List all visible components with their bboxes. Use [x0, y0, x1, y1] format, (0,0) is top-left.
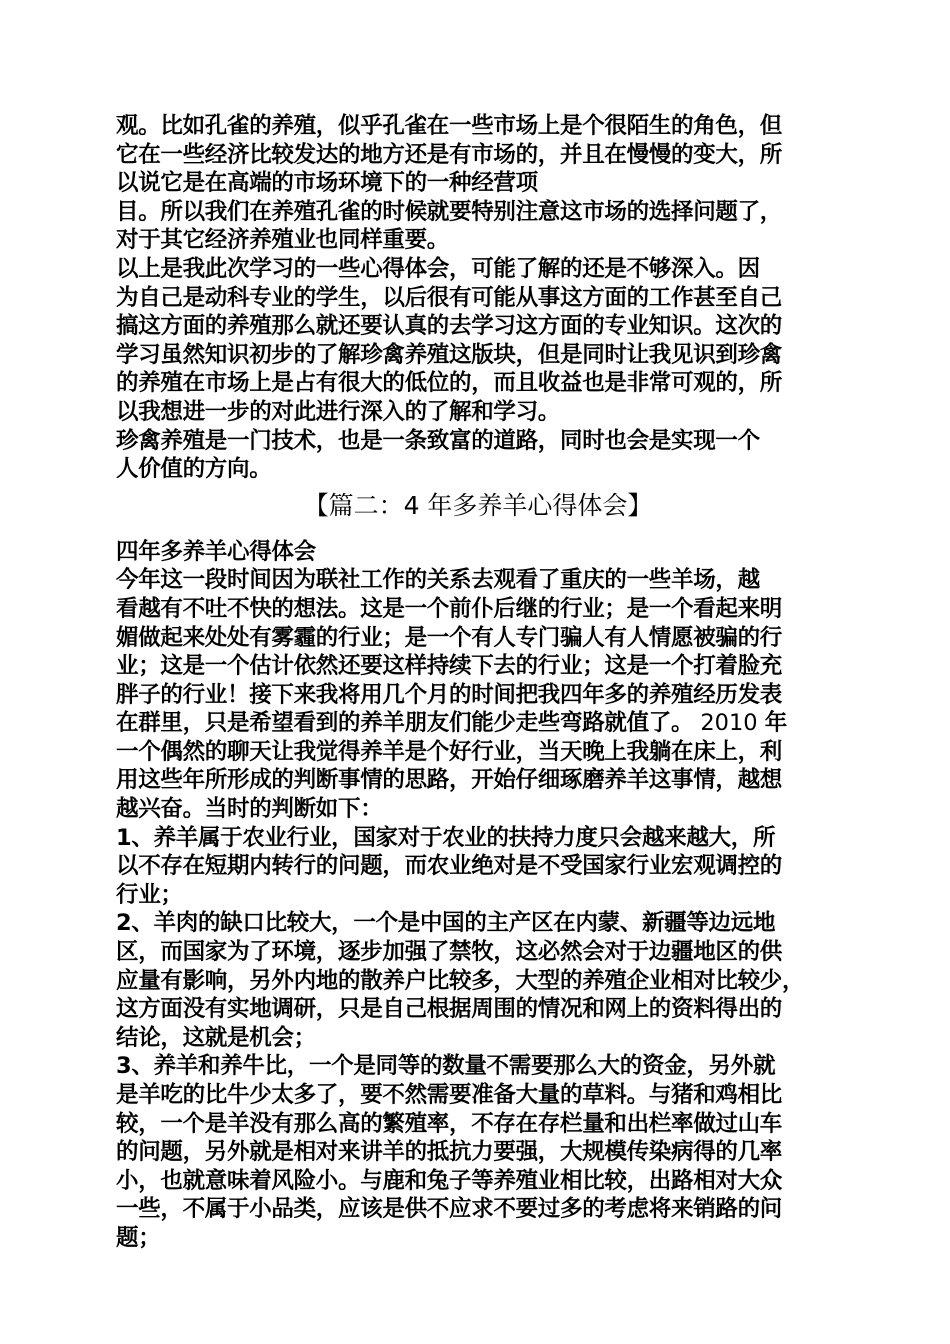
text-line: 珍禽养殖是一门技术，也是一条致富的道路，同时也会是实现一个 — [116, 427, 760, 454]
text-line: 的问题，另外就是相对来讲羊的抵抗力要强，大规模传染病得的几率 — [116, 1139, 783, 1166]
text-line: 区，而国家为了环境，逐步加强了禁牧，这必然会对于边疆地区的供 — [116, 939, 783, 966]
text-line: 以上是我此次学习的一些心得体会，可能了解的还是不够深入。因 — [116, 255, 760, 282]
document-page — [116, 112, 840, 1253]
text-line: 人价值的方向。 — [116, 456, 272, 483]
text-line: 媚做起来处处有雾霾的行业；是一个有人专门骗人有人情愿被骗的行 — [116, 624, 783, 651]
text-line: 小，也就意味着风险小。与鹿和兔子等养殖业相比较，出路相对大众 — [116, 1167, 783, 1194]
text-line: 是羊吃的比牛少太多了，要不然需要准备大量的草料。与猪和鸡相比 — [116, 1082, 783, 1108]
section-peacock-conclusion — [116, 112, 840, 484]
text-line: 四年多养羊心得体会 — [116, 538, 316, 565]
section-heading: 【篇二：4 年多养羊心得体会】 — [303, 490, 653, 520]
text-line: 以我想进一步的对此进行深入的了解和学习。 — [116, 398, 561, 425]
text-line — [116, 709, 840, 738]
text-line: 它在一些经济比较发达的地方还是有市场的，并且在慢慢的变大，所 — [116, 141, 783, 168]
text-line: 越兴奋。当时的判断如下： — [116, 796, 383, 823]
text-line: 目。所以我们在养殖孔雀的时候就要特别注意这市场的选择问题了， — [116, 198, 783, 225]
text-line: 胖子的行业！接下来我将用几个月的时间把我四年多的养殖经历发表 — [116, 681, 783, 708]
text-line: 一些，不属于小品类，应该是供不应求不要过多的考虑将来销路的问 — [116, 1196, 783, 1223]
text-line: 应量有影响，另外内地的散养户比较多，大型的养殖企业相对比较少， — [116, 967, 805, 994]
text-line-segment: 在群里，只是希望看到的养羊朋友们能少走些弯路就值了。 — [116, 710, 694, 737]
text-line: 较，一个是羊没有那么高的繁殖率，不存在存栏量和出栏率做过山车 — [116, 1110, 783, 1137]
text-line: 用这些年所形成的判断事情的思路，开始仔细琢磨养羊这事情，越想 — [116, 767, 783, 794]
text-line: 行业； — [116, 881, 183, 908]
text-line: 今年这一段时间因为联社工作的关系去观看了重庆的一些羊场，越 — [116, 567, 760, 594]
text-line: 一个偶然的聊天让我觉得养羊是个好行业，当天晚上我躺在床上，利 — [116, 738, 783, 765]
text-line: 业；这是一个估计依然还要这样持续下去的行业；这是一个打着脸充 — [116, 653, 783, 680]
text-line: 以不存在短期内转行的问题，而农业绝对是不受国家行业宏观调控的 — [116, 853, 783, 880]
text-line: 为自己是动科专业的学生，以后很有可能从事这方面的工作甚至自己 — [116, 284, 783, 311]
text-line: 1、养羊属于农业行业，国家对于农业的扶持力度只会越来越大，所 — [116, 824, 776, 851]
text-line: 题； — [116, 1224, 161, 1251]
text-line: 观。比如孔雀的养殖，似乎孔雀在一些市场上是个很陌生的角色，但 — [116, 113, 783, 139]
text-line: 3、养羊和养牛比，一个是同等的数量不需要那么大的资金，另外就 — [116, 1053, 776, 1080]
section-sheep-intro — [116, 538, 840, 710]
section-sheep-judgement — [116, 738, 840, 1253]
text-line: 以说它是在高端的市场环境下的一种经营项 — [116, 170, 538, 197]
text-line: 对于其它经济养殖业也同样重要。 — [116, 227, 450, 254]
text-line: 学习虽然知识初步的了解珍禽养殖这版块，但是同时让我见识到珍禽 — [116, 341, 783, 368]
text-line-segment: 年 — [764, 710, 787, 737]
text-line: 2、羊肉的缺口比较大，一个是中国的主产区在内蒙、新疆等边远地 — [116, 910, 776, 937]
year-number: 2010 — [693, 710, 765, 737]
text-line: 结论，这就是机会； — [116, 1024, 316, 1051]
text-line: 这方面没有实地调研，只是自己根据周围的情况和网上的资料得出的 — [116, 996, 783, 1023]
text-line: 的养殖在市场上是占有很大的低位的，而且收益也是非常可观的，所 — [116, 370, 783, 397]
text-line: 搞这方面的养殖那么就还要认真的去学习这方面的专业知识。这次的 — [116, 313, 783, 340]
text-line: 看越有不吐不快的想法。这是一个前仆后继的行业；是一个看起来明 — [116, 595, 783, 622]
